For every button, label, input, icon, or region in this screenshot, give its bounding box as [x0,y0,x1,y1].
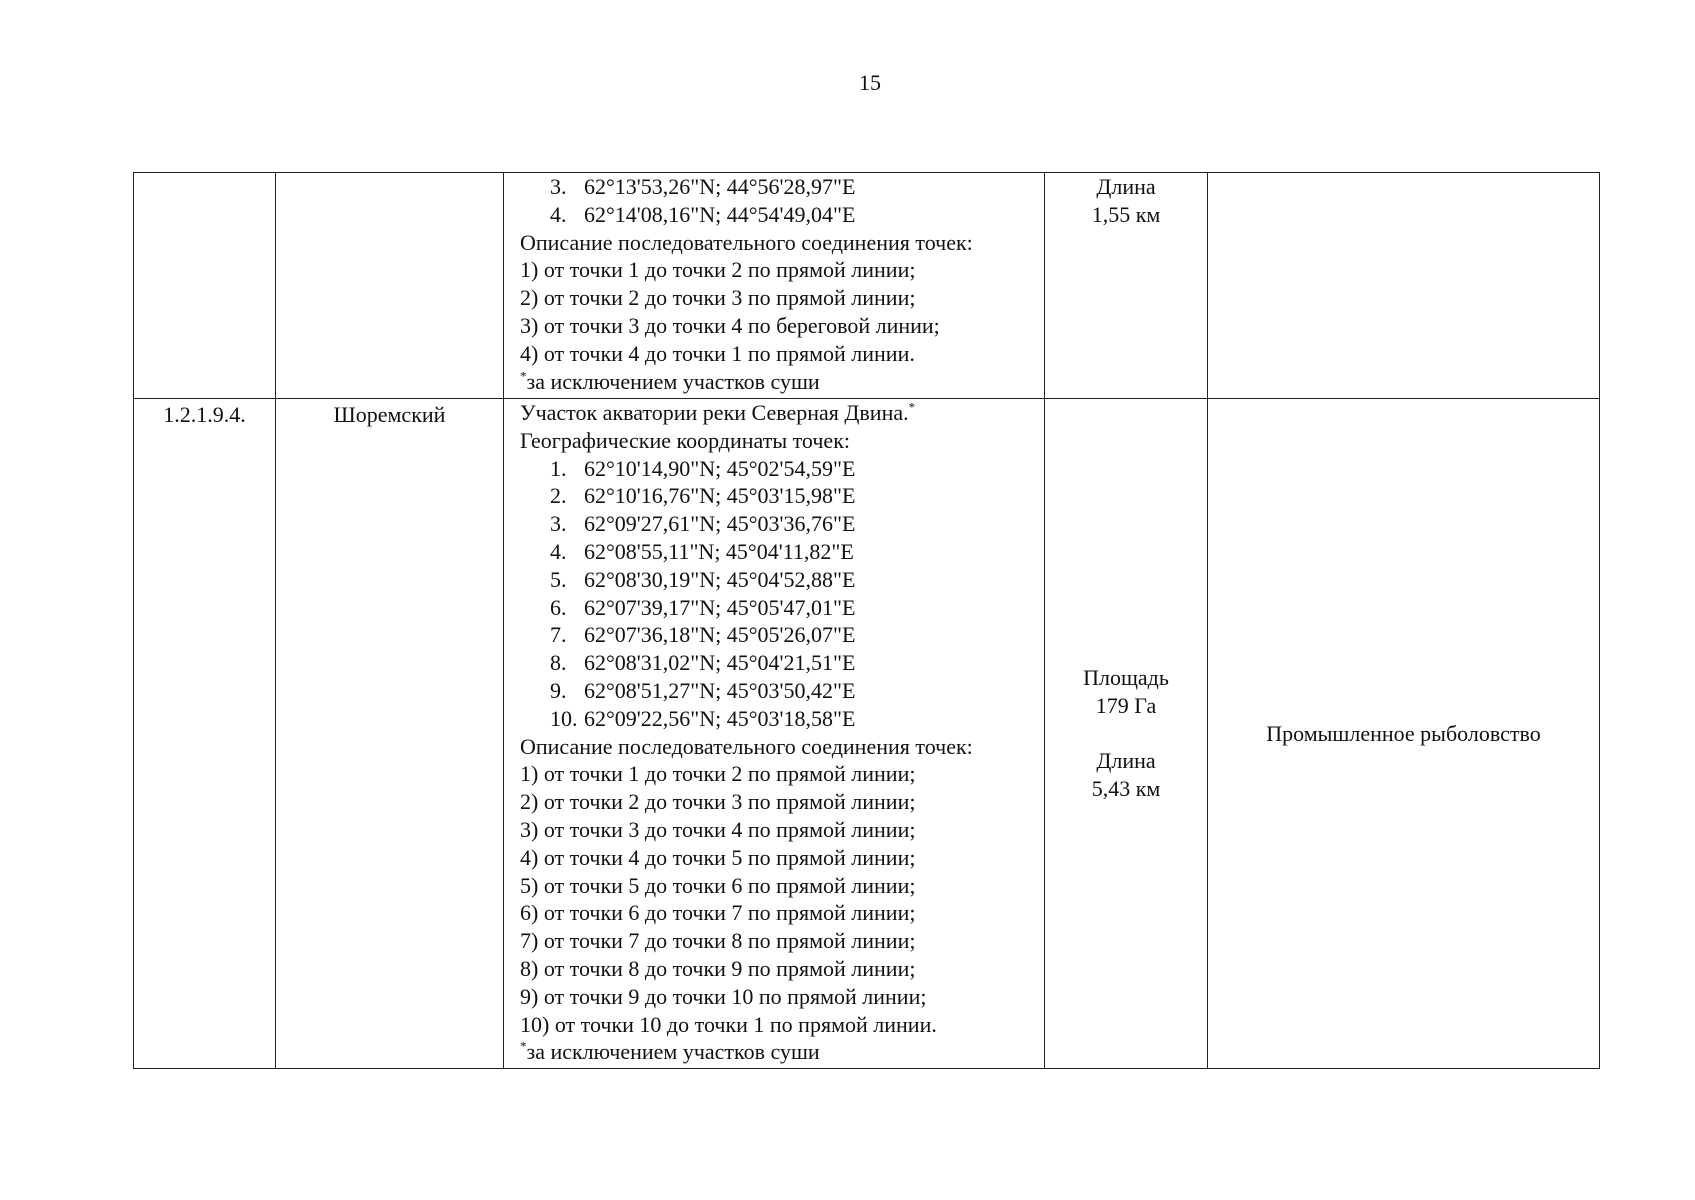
table-row [134,399,1600,1069]
connection-item: 7) от точки 7 до точки 8 по прямой линии; [520,928,916,954]
description-cell [504,399,1045,1069]
coordinate-item: 7. 62°07'36,18"N; 45°05'26,07"E [550,622,856,648]
size-spacer [1045,720,1207,748]
connection-item: 10) от точки 10 до точки 1 по прямой линии. [520,1011,937,1037]
size-line: 1,55 км [1091,201,1161,227]
connection-item: 2) от точки 2 до точки 3 по прямой линии; [520,285,916,311]
size-line: Длина [1096,174,1156,199]
coordinate-item: 6. 62°07'39,17"N; 45°05'47,01"E [550,594,856,620]
coordinate-item: 9. 62°08'51,27"N; 45°03'50,42"E [550,677,856,703]
connection-item: 9) от точки 9 до точки 10 по прямой линии; [520,983,927,1009]
fishing-areas-table [133,172,1600,1069]
connection-item: 5) от точки 5 до точки 6 по прямой линии; [520,872,916,898]
connection-item: 1) от точки 1 до точки 2 по прямой линии; [520,761,916,787]
purpose-cell: Промышленное рыболовство [1208,399,1600,1069]
connection-item: 4) от точки 4 до точки 5 по прямой линии; [520,844,916,870]
footnote: *за исключением участков суши [520,368,820,394]
size-cell [1045,173,1208,399]
coords-title: Географические координаты точек: [520,427,850,453]
size-cell [1045,399,1208,1069]
coordinate-item: 10. 62°09'22,56"N; 45°03'18,58"E [550,705,856,731]
footnote: *за исключением участков суши [520,1039,820,1065]
connection-title: Описание последовательного соединения точек: [520,229,973,255]
size-line: 5,43 км [1091,776,1161,802]
connection-item: 2) от точки 2 до точки 3 по прямой линии; [520,789,916,815]
description-cell [504,173,1045,399]
coordinate-item: 3. 62°09'27,61"N; 45°03'36,76"E [550,511,856,537]
page-number: 15 [859,70,881,95]
connection-item: 1) от точки 1 до точки 2 по прямой линии; [520,257,916,283]
connection-item: 4) от точки 4 до точки 1 по прямой линии. [520,340,915,366]
coordinate-item: 2. 62°10'16,76"N; 45°03'15,98"E [550,483,856,509]
coordinate-item: 8. 62°08'31,02"N; 45°04'21,51"E [550,650,856,676]
table-row [134,173,1600,399]
connection-item: 3) от точки 3 до точки 4 по береговой линии; [520,312,940,338]
area-title: Участок акватории реки Северная Двина.* [520,399,916,425]
area-name-cell: Шоремский [276,399,504,1069]
coordinate-item: 4. 62°14'08,16"N; 44°54'49,04"E [550,201,856,227]
size-line: 179 Га [1095,692,1157,718]
size-line: Площадь [1083,665,1169,690]
size-line: Длина [1096,748,1156,774]
row-number-cell [134,173,276,399]
purpose-cell [1208,173,1600,399]
coordinate-item: 5. 62°08'30,19"N; 45°04'52,88"E [550,566,856,592]
coordinate-item: 1. 62°10'14,90"N; 45°02'54,59"E [550,455,856,481]
connection-item: 8) от точки 8 до точки 9 по прямой линии; [520,955,916,981]
connection-item: 3) от точки 3 до точки 4 по прямой линии; [520,816,916,842]
connection-item: 6) от точки 6 до точки 7 по прямой линии; [520,900,916,926]
coordinate-item: 4. 62°08'55,11"N; 45°04'11,82"E [550,538,854,564]
area-name-cell [276,173,504,399]
coordinate-item: 3. 62°13'53,26"N; 44°56'28,97"E [550,174,856,199]
connection-title: Описание последовательного соединения точек: [520,733,973,759]
row-number-cell: 1.2.1.9.4. [134,399,276,1069]
